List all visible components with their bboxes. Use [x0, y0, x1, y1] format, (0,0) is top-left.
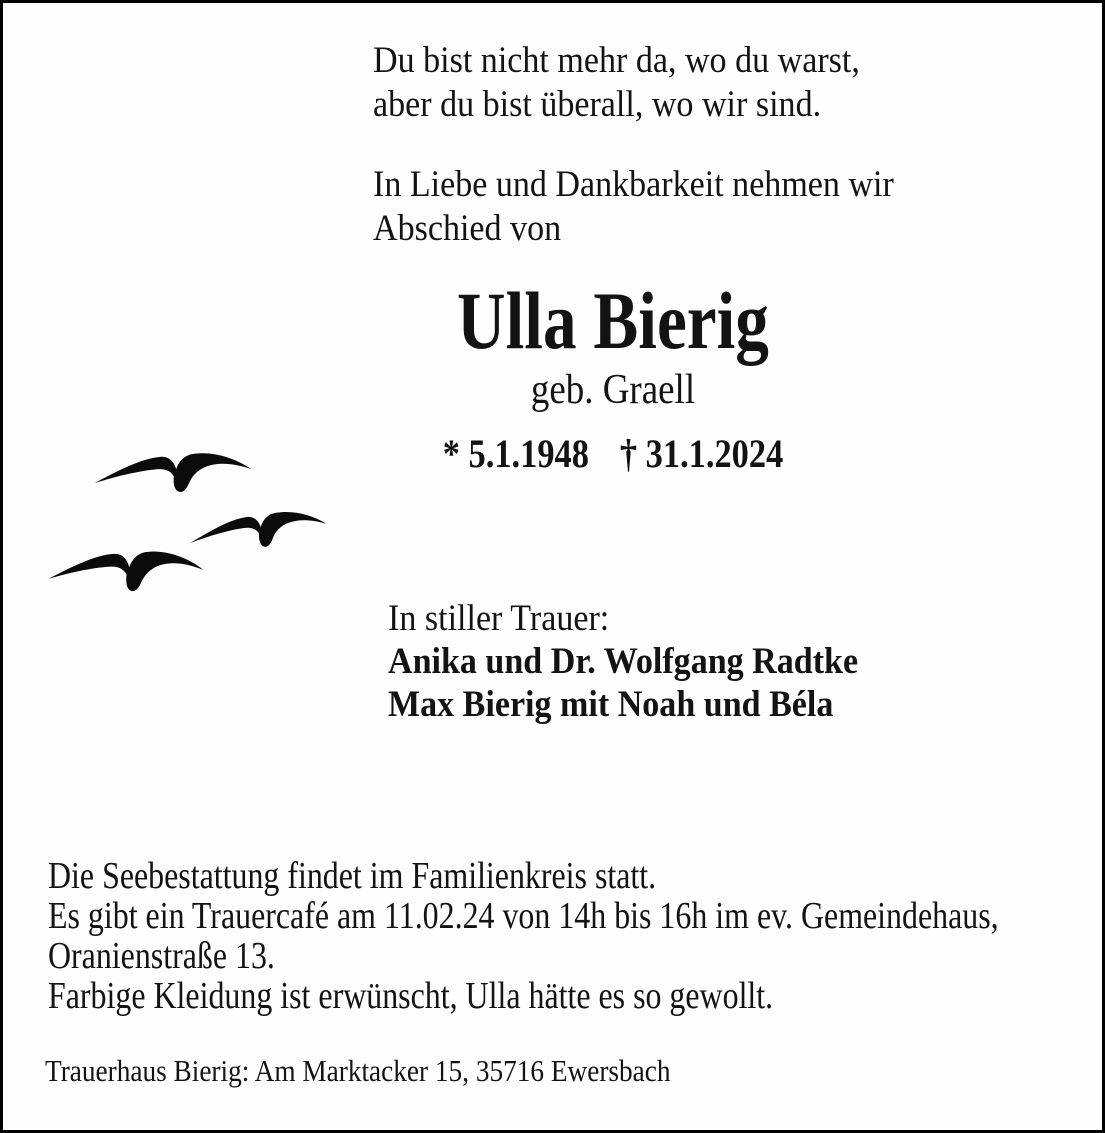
intro-line-2: Abschied von	[373, 208, 562, 249]
mourner-line-1: Anika und Dr. Wolfgang Radtke	[388, 641, 859, 682]
maiden-name: geb. Graell	[530, 367, 696, 413]
mourner-line-2: Max Bierig mit Noah und Béla	[388, 684, 834, 725]
life-dates	[402, 432, 823, 476]
death-entry	[620, 432, 783, 476]
bird-icon	[93, 446, 253, 494]
quote-line-1: Du bist nicht mehr da, wo du warst,	[373, 40, 860, 81]
mourners-heading: In stiller Trauer:	[388, 598, 610, 639]
birth-date: 5.1.1948	[468, 431, 589, 476]
mourners	[388, 597, 858, 726]
birth-entry	[443, 432, 589, 476]
death-cross-symbol: †	[619, 431, 638, 476]
quote	[373, 39, 860, 127]
notes-line-1: Die Seebestattung findet im Familienkreis statt.	[48, 855, 657, 897]
quote-line-2: aber du bist überall, wo wir sind.	[373, 84, 822, 125]
bird-icon	[187, 503, 329, 552]
funeral-notes	[48, 856, 999, 1016]
death-date: 31.1.2024	[645, 431, 784, 476]
funeral-home-address: Trauerhaus Bierig: Am Marktacker 15, 35716 Ewersbach	[45, 1053, 671, 1088]
birth-star-symbol: *	[442, 431, 460, 476]
notes-line-2: Es gibt ein Trauercafé am 11.02.24 von 14h bis 16h im ev. Gemeindehaus,	[48, 895, 999, 937]
bird-icon	[46, 540, 206, 595]
intro	[373, 163, 894, 251]
intro-line-1: In Liebe und Dankbarkeit nehmen wir	[373, 164, 894, 205]
deceased-name: Ulla Bierig	[457, 275, 769, 366]
deceased-name-block	[368, 275, 858, 366]
notes-line-4: Farbige Kleidung ist erwünscht, Ulla hätte es so gewollt.	[48, 975, 774, 1017]
notes-line-3: Oranienstraße 13.	[48, 935, 275, 977]
